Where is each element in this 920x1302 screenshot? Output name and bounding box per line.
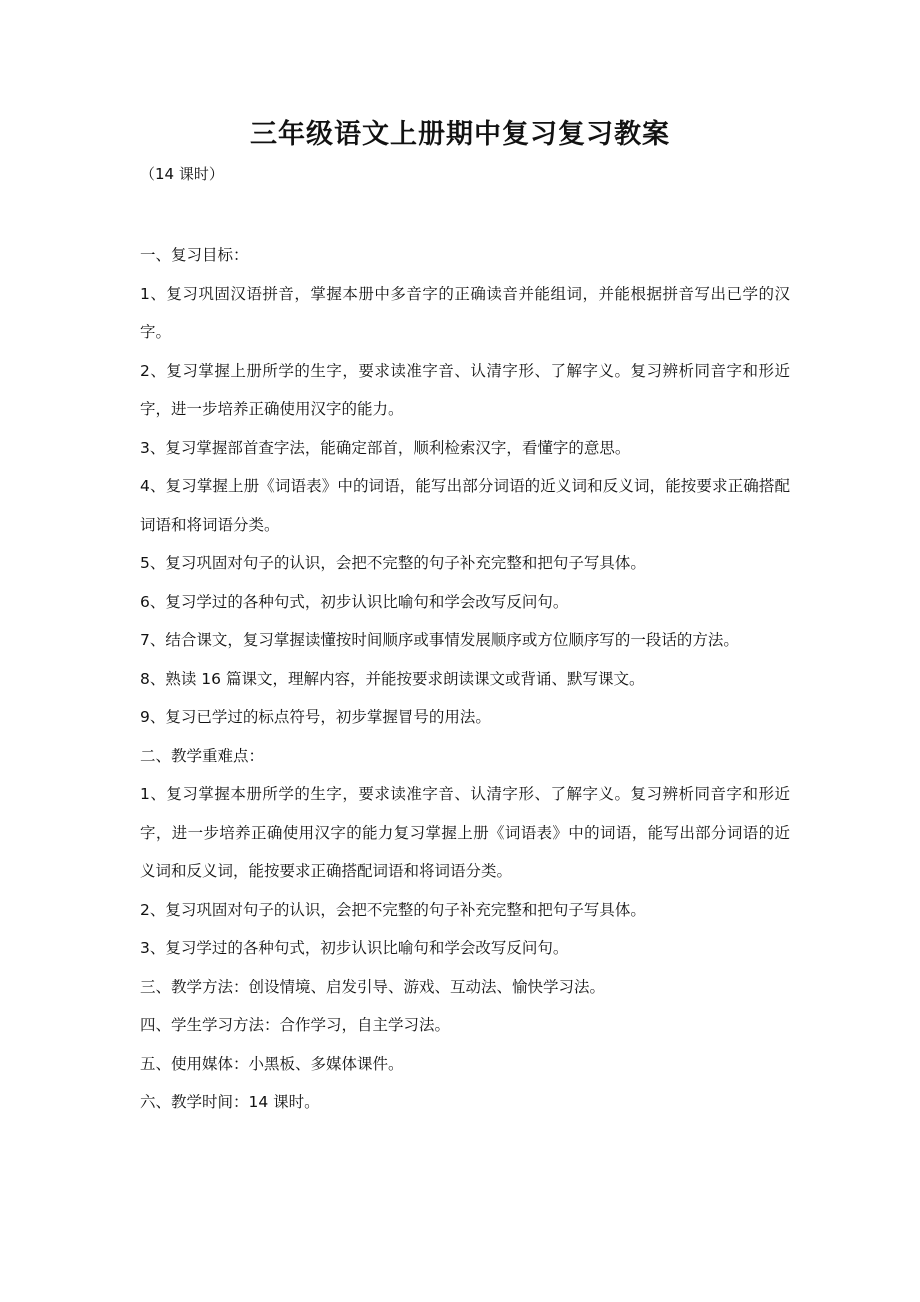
paragraph: 7、结合课文，复习掌握读懂按时间顺序或事情发展顺序或方位顺序写的一段话的方法。 [140, 631, 739, 649]
section-heading-objectives: 一、复习目标： [140, 246, 249, 264]
section-media: 五、使用媒体：小黑板、多媒体课件。 [140, 1054, 404, 1073]
paragraph: 3、复习掌握部首查字法，能确定部首，顺利检索汉字，看懂字的意思。 [140, 438, 631, 457]
document-body [140, 236, 790, 1122]
section-teaching-time: 六、教学时间：14 课时。 [140, 1093, 320, 1111]
paragraph: 6、复习学过的各种句式，初步认识比喻句和学会改写反问句。 [140, 592, 569, 611]
paragraph: 3、复习学过的各种句式，初步认识比喻句和学会改写反问句。 [140, 939, 569, 957]
paragraph: 5、复习巩固对句子的认识，会把不完整的句子补充完整和把句子写具体。 [140, 554, 646, 572]
paragraph: 9、复习已学过的标点符号，初步掌握冒号的用法。 [140, 708, 491, 726]
section-learning-methods: 四、学生学习方法：合作学习，自主学习法。 [140, 1016, 451, 1034]
paragraph: 1、复习巩固汉语拼音，掌握本册中多音字的正确读音并能组词，并能根据拼音写出已学的汉字。 [140, 284, 790, 341]
paragraph: 8、熟读 16 篇课文，理解内容，并能按要求朗读课文或背诵、默写课文。 [140, 669, 645, 688]
paragraph: 1、复习掌握本册所学的生字，要求读准字音、认清字形、了解字义。复习辨析同音字和形近字，进一步培养正确使用汉字的能力复习掌握上册《词语表》中的词语，能写出部分词语的近义词和反义词，能按要求正确搭配词语和将词语分类。 [140, 785, 790, 880]
document-subtitle: （14 课时） [140, 165, 224, 183]
document-title: 三年级语文上册期中复习复习教案 [250, 119, 670, 150]
section-heading-key-points: 二、教学重难点： [140, 746, 265, 765]
paragraph: 2、复习巩固对句子的认识，会把不完整的句子补充完整和把句子写具体。 [140, 900, 646, 919]
section-teaching-methods: 三、教学方法：创设情境、启发引导、游戏、互动法、愉快学习法。 [140, 977, 606, 996]
paragraph: 4、复习掌握上册《词语表》中的词语，能写出部分词语的近义词和反义词，能按要求正确搭配词语和将词语分类。 [140, 477, 790, 534]
paragraph: 2、复习掌握上册所学的生字，要求读准字音、认清字形、了解字义。复习辨析同音字和形近字，进一步培养正确使用汉字的能力。 [140, 361, 790, 418]
